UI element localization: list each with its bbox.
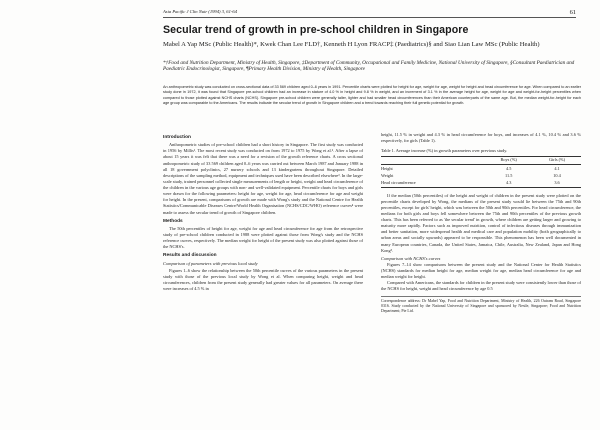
table-caption: Table 1. Average increase (%) in growth parameters over previous study. [381, 148, 508, 154]
left-column [163, 132, 363, 292]
methods-heading: Methods [163, 218, 183, 224]
table-header-cell: Girls (%) [533, 156, 581, 164]
abstract: An anthropometric study was conducted on cross-sectional data of 33 569 children aged 0–6 years in 1991. Percentile charts were plotted for height for age, weight for age, weight for height and head circumference for age. When compared to an earlier study done in 1972, it was found that Singapore pre-school children had an increase in stature of 4.0 % in height and 9.8 % in weight, and an increment of 3.1 % in the average height for age, weight for age and weight-for-height percentiles when compared to those plotted against NCHS charts (NCHS). Singapore pre-school children were generally taller, lighter and had smaller head circumferences than their American counterparts of the same age. But, the median weight-for-height for each age group was comparable to the Americans. The results indicate the secular trend of growth in Singapore children and a trend towards reaching their full genetic potential for growth. [163, 85, 581, 106]
article-title: Secular trend of growth in pre-school children in Singapore [163, 24, 469, 36]
nchs-paragraph-continued: Compared with Americans, the standards for children in the present study were consistently lower than those of the NCHS for height, weight and head circumference by age 0.5 [381, 280, 581, 292]
table-row [381, 179, 581, 187]
nchs-comparison-subheading: Comparison with NCHS's curves [381, 255, 441, 261]
nchs-paragraph: Figures 7–14 show comparisons between the present study and the National Center for Health Statistics (NCHS) standards for median height for age, median weight for age, median head circumference for age and median weight for height. [381, 261, 581, 280]
table-cell: 11.5 [505, 172, 513, 178]
table-cell: Height [381, 165, 393, 171]
correspondence-footnote: Correspondence address: Dr Mabel Yap, Food and Nutrition Department, Ministry of Health, 226 Outram Road, Singapore 0316. Study conducted by the National University of Singapore and sponsored by Nestle, Singapore; Food and Nutrition Department; Pte Ltd. [381, 296, 581, 315]
table-header-row [381, 156, 581, 164]
running-head: Asia Pacific J Clin Nutr (1994) 3, 61-64 [163, 9, 238, 14]
results-subheading: Comparison of parameters with previous local study [163, 261, 258, 267]
results-heading: Results and discussion [163, 253, 217, 259]
table-cell: 4.3 [484, 179, 533, 187]
growth-increase-table [381, 156, 581, 188]
author-list: Mabel A Yap MSc (Public Health)*, Kwek Chan Lee FLD†, Kenneth H Lyon FRACP‡ (Paediatrics)§ and Siao Lian Law MSc (Public Health) [163, 41, 540, 48]
introduction-paragraph: Anthropometric studies of pre-school children had a short history in Singapore. The first study was conducted in 1956 by Millis¹. The most recent study was conducted on from 1972 to 1975 by Wong et al.². After a lapse of about 15 years it was felt that there was a need for a revision of the growth reference charts. A cross sectional anthropometric study of 33 569 children aged 0–6 years was carried out between March 1987 and January 1988 in all 18 government polyclinics, 27 nursery schools and 13 kindergartens throughout Singapore. Detailed descriptions of the sampling method, equipment and techniques used have been described elsewhere³. In the large-scale study, trained personnel collected single measurements of length or height, weight and head circumference of the children in the various age groups with non- and well-validated equipment. Percentile charts for boys and girls were drawn for the following parameters: height for age, weight for age, head circumference for age and weight for height. In the present, comparisons of growth are made with Wong's study and the National Centre for Health Statistics/Communicable Diseases Centre/World Health Organisation (NCHS/CDC/WHO) reference curves⁴ were made to assess the secular trend of growth of Singapore children. [163, 142, 363, 215]
methods-paragraph: The 50th percentiles of height for age, weight for age and head circumference for age from the retrospective study of pre-school children conducted in 1988 were plotted against those from Wong's study and the NCHS reference curves, respectively. The median weight for height of the present study was also plotted against those of the NCHS's. [163, 225, 363, 250]
table-row [381, 165, 581, 173]
table-header-cell: Boys (%) [484, 156, 533, 164]
table-cell: Weight [381, 172, 394, 178]
table-cell: Head circumference [381, 179, 484, 187]
table-row [381, 172, 581, 179]
table-cell: 10.4 [553, 172, 561, 178]
table-cell: 4.5 [506, 165, 512, 171]
introduction-heading: Introduction [163, 135, 191, 140]
right-column [381, 132, 581, 314]
header-rule [163, 17, 576, 18]
page-number: 61 [569, 9, 576, 16]
table-header-cell [381, 156, 484, 164]
continued-paragraph: height, 11.5 % in weight and 4.3 % in head circumference for boys, and increases of 4.1 %, 10.4 % and 3.6 % respectively, for girls (Table 1). [381, 132, 581, 144]
table-cell: 3.6 [533, 179, 581, 187]
discussion-paragraph: If the median (50th percentiles) of the height and weight of children in the present study were plotted on the percentile charts developed by Wong, the medians of the present study would lie between the 75th and 90th percentiles, except for girls' height, which was between the 50th and 90th percentiles. For head circumference, the medians for both girls and boys fell somewhere between the 75th and 90th percentiles of the previous growth charts. This has been referred to as 'the secular trend' in growth, where children are getting larger and growing to maturity more rapidly. Factors such as improved nutrition, control of infectious diseases through immunization and better sanitation, more widespread health and medical care and population mobility (both geographically to urban areas and socially upwards) appeared to be responsible. This phenomenon has been well documented in many European countries, Canada, the United States, Jamaica, Chile, Australia, New Zealand, Japan and Hong Kong⁵. [381, 192, 581, 253]
table-cell: 4.1 [554, 165, 560, 171]
results-paragraph: Figures 1–6 show the relationship between the 50th percentile curves of the various parameters in the present study with those of the previous local study by Wong et al. When comparing height, weight and head circumferences, children from the present study generally had greater values for all parameters. On average there were increases of 4.5 % in [163, 267, 363, 291]
affiliation-list: *†Food and Nutrition Department, Ministry of Health, Singapore, ‡Department of Community, Occupational and Family Medicine, National University of Singapore, §Consultant Paediatrician and Paediatric Endocrinologist, Singapore, ¶Primary Health Division, Ministry of Health, Singapore [163, 60, 575, 73]
